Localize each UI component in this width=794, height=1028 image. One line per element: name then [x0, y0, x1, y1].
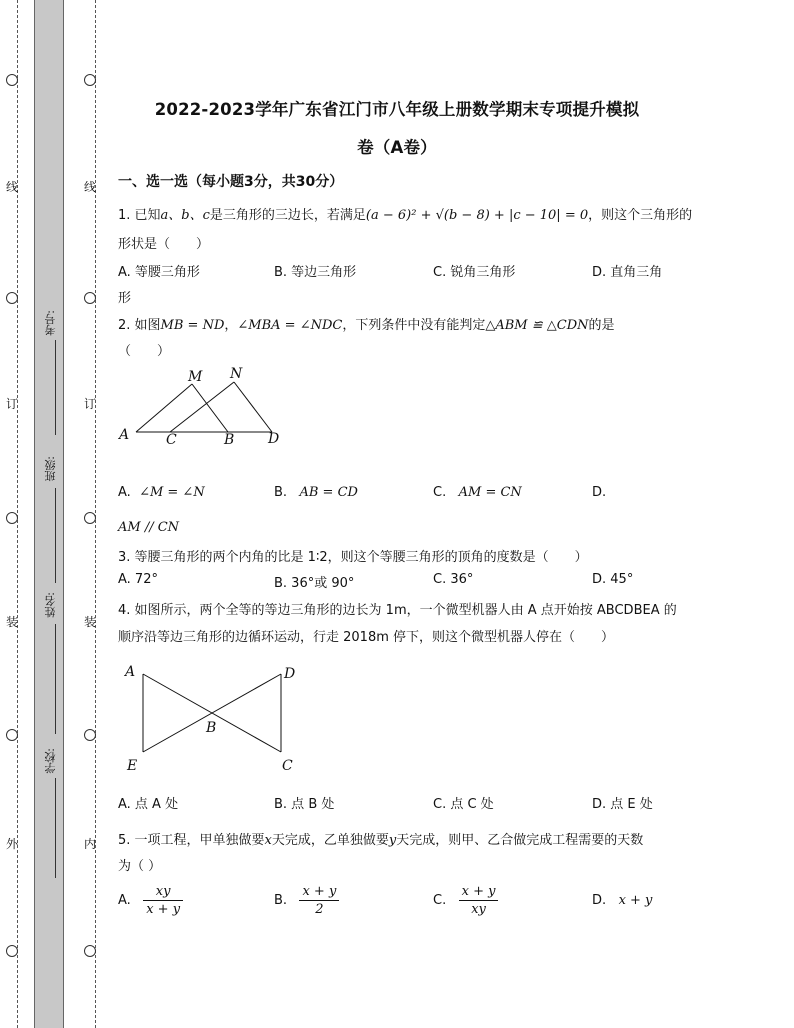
q1-stem-suffix: ，则这个三角形的: [588, 208, 693, 223]
q5-option-c[interactable]: [433, 883, 498, 918]
q1-stem-line2: 形状是（ ）: [118, 237, 210, 252]
q4-label-D: D: [284, 666, 296, 682]
q4-label-B: B: [206, 720, 217, 736]
q2-cond1: MB = ND: [160, 318, 225, 333]
q4-option-a[interactable]: A. 点 A 处: [118, 797, 179, 812]
margin-char: 装: [6, 615, 19, 629]
field-line[interactable]: [55, 624, 56, 734]
binding-hole: [6, 74, 18, 86]
q5-option-c-label: C.: [433, 893, 447, 908]
margin-char: 订: [6, 397, 19, 411]
page-title-line1: 2022-2023学年广东省江门市八年级上册数学期末专项提升模拟: [154, 100, 640, 119]
binding-hole: [6, 729, 18, 741]
q2-line-ND: [234, 382, 272, 432]
q1-formula: (a − 6)² + √(b − 8) + |c − 10| = 0: [365, 208, 589, 223]
q2-option-c[interactable]: [433, 485, 522, 500]
q2-label-M: M: [188, 369, 203, 385]
q2-option-a-text: ∠M = ∠N: [139, 485, 205, 500]
fraction-numerator: x + y: [299, 883, 339, 901]
q4-figure: [118, 660, 308, 778]
fraction-denominator: 2: [315, 902, 324, 917]
q5-stem-line2: 为（ ）: [118, 859, 162, 874]
fraction-numerator: x + y: [459, 883, 499, 901]
q3-stem: 3. 等腰三角形的两个内角的比是 1∶2，则这个等腰三角形的顶角的度数是（ ）: [118, 550, 588, 565]
q5-option-a[interactable]: [118, 883, 183, 918]
q5-option-d[interactable]: [592, 893, 652, 908]
q2-tri: △ABM ≌ △CDN: [485, 318, 589, 333]
q2-stem-line2: （ ）: [118, 344, 171, 359]
q5-stem: [118, 829, 643, 848]
q2-label-B: B: [224, 432, 235, 448]
section-heading: 一、选一选（每小题3分，共30分）: [118, 174, 344, 190]
binding-gray-bar: [34, 0, 64, 1028]
q5-stem-suffix: 天完成，则甲、乙合做完成工程需要的天数: [396, 833, 644, 848]
q4-stem-line1: 4. 如图所示，两个全等的等边三角形的边长为 1m，一个微型机器人由 A 点开始按 ABCDBEA 的: [118, 603, 677, 618]
q2-stem: [118, 314, 615, 333]
q5-option-a-fraction: [143, 883, 183, 918]
q5-var-x: x: [264, 833, 272, 848]
field-label-class: 班级:: [44, 456, 57, 482]
binding-hole: [6, 292, 18, 304]
binding-hole: [84, 74, 96, 86]
q2-option-a-label: A.: [118, 485, 131, 500]
q1-option-b[interactable]: B. 等边三角形: [274, 265, 357, 280]
q5-option-b-fraction: [299, 883, 339, 918]
margin-char: 线: [6, 180, 19, 194]
q4-stem-line2: 顺序沿等边三角形的边循环运动，行走 2018m 停下，则这个微型机器人停在（ ）: [118, 630, 615, 645]
q4-label-C: C: [282, 758, 293, 774]
q3-option-a[interactable]: A. 72°: [118, 572, 158, 587]
q1-option-a[interactable]: A. 等腰三角形: [118, 265, 200, 280]
q4-option-d[interactable]: D. 点 E 处: [592, 797, 653, 812]
q4-option-b[interactable]: B. 点 B 处: [274, 797, 335, 812]
q2-label-A: A: [119, 427, 130, 443]
margin-char: 装: [84, 615, 97, 629]
q3-option-c[interactable]: C. 36°: [433, 572, 474, 587]
q2-option-c-label: C.: [433, 485, 447, 500]
binding-hole: [84, 945, 96, 957]
q1-option-d-wrap: 形: [118, 291, 132, 306]
q2-line-AM: [136, 384, 192, 432]
q5-stem-mid: 天完成，乙单独做要: [271, 833, 389, 848]
q5-option-b[interactable]: [274, 883, 339, 918]
field-label-name: 姓名:: [44, 592, 57, 618]
q1-stem: [118, 204, 692, 223]
q2-stem-suffix: 的是: [588, 318, 615, 333]
q5-option-b-label: B.: [274, 893, 288, 908]
q4-option-c[interactable]: C. 点 C 处: [433, 797, 494, 812]
q2-stem-prefix: 2. 如图: [118, 318, 161, 333]
q2-label-N: N: [230, 366, 243, 382]
q1-stem-prefix: 1. 已知: [118, 208, 161, 223]
margin-char: 内: [84, 837, 97, 851]
q1-option-c[interactable]: C. 锐角三角形: [433, 265, 516, 280]
margin-char: 线: [84, 180, 97, 194]
field-label-school: 学校:: [44, 748, 57, 774]
margin-char: 订: [84, 397, 97, 411]
q2-option-c-text: AM = CN: [458, 485, 522, 500]
q5-var-y: y: [388, 833, 397, 848]
q2-option-a[interactable]: [118, 485, 205, 500]
q2-line-CN: [170, 382, 234, 432]
q2-option-d-label[interactable]: D.: [592, 485, 607, 500]
q4-label-A: A: [125, 664, 136, 680]
q5-option-d-label: D.: [592, 893, 607, 908]
margin-char: 外: [6, 837, 19, 851]
fraction-numerator: xy: [143, 883, 183, 901]
q5-option-c-fraction: [459, 883, 499, 918]
q2-stem-mid: ，下列条件中没有能判定: [342, 318, 486, 333]
q4-label-E: E: [127, 758, 138, 774]
q2-option-b-text: AB = CD: [299, 485, 358, 500]
q5-option-a-label: A.: [118, 893, 131, 908]
q2-figure: [112, 362, 312, 454]
binding-hole: [6, 512, 18, 524]
q3-option-d[interactable]: D. 45°: [592, 572, 634, 587]
q5-option-d-text: x + y: [618, 893, 653, 908]
q2-label-D: D: [268, 431, 280, 447]
q5-stem-prefix: 5. 一项工程，甲单独做要: [118, 833, 265, 848]
q2-cond2: ∠MBA = ∠NDC: [237, 318, 343, 333]
binding-hole: [84, 292, 96, 304]
q1-option-d[interactable]: D. 直角三角: [592, 265, 663, 280]
q2-label-C: C: [166, 432, 177, 448]
fraction-denominator: x + y: [146, 902, 181, 917]
field-line[interactable]: [55, 340, 56, 435]
field-line[interactable]: [55, 488, 56, 583]
q2-stem-sep: ，: [224, 318, 238, 333]
binding-hole: [84, 512, 96, 524]
fraction-denominator: xy: [471, 902, 486, 917]
field-label-exam-number: 考号:: [44, 310, 57, 336]
q2-option-b-label: B.: [274, 485, 288, 500]
binding-hole: [84, 729, 96, 741]
page-title-line2: 卷（A卷）: [357, 138, 437, 157]
q2-option-b[interactable]: [274, 485, 358, 500]
q1-stem-vars: a、b、c: [160, 208, 210, 223]
q1-stem-mid: 是三角形的三边长，若满足: [209, 208, 366, 223]
q2-option-d-text[interactable]: AM // CN: [118, 520, 180, 535]
field-line[interactable]: [55, 778, 56, 878]
binding-hole: [6, 945, 18, 957]
q3-option-b[interactable]: B. 36°或 90°: [274, 576, 355, 591]
